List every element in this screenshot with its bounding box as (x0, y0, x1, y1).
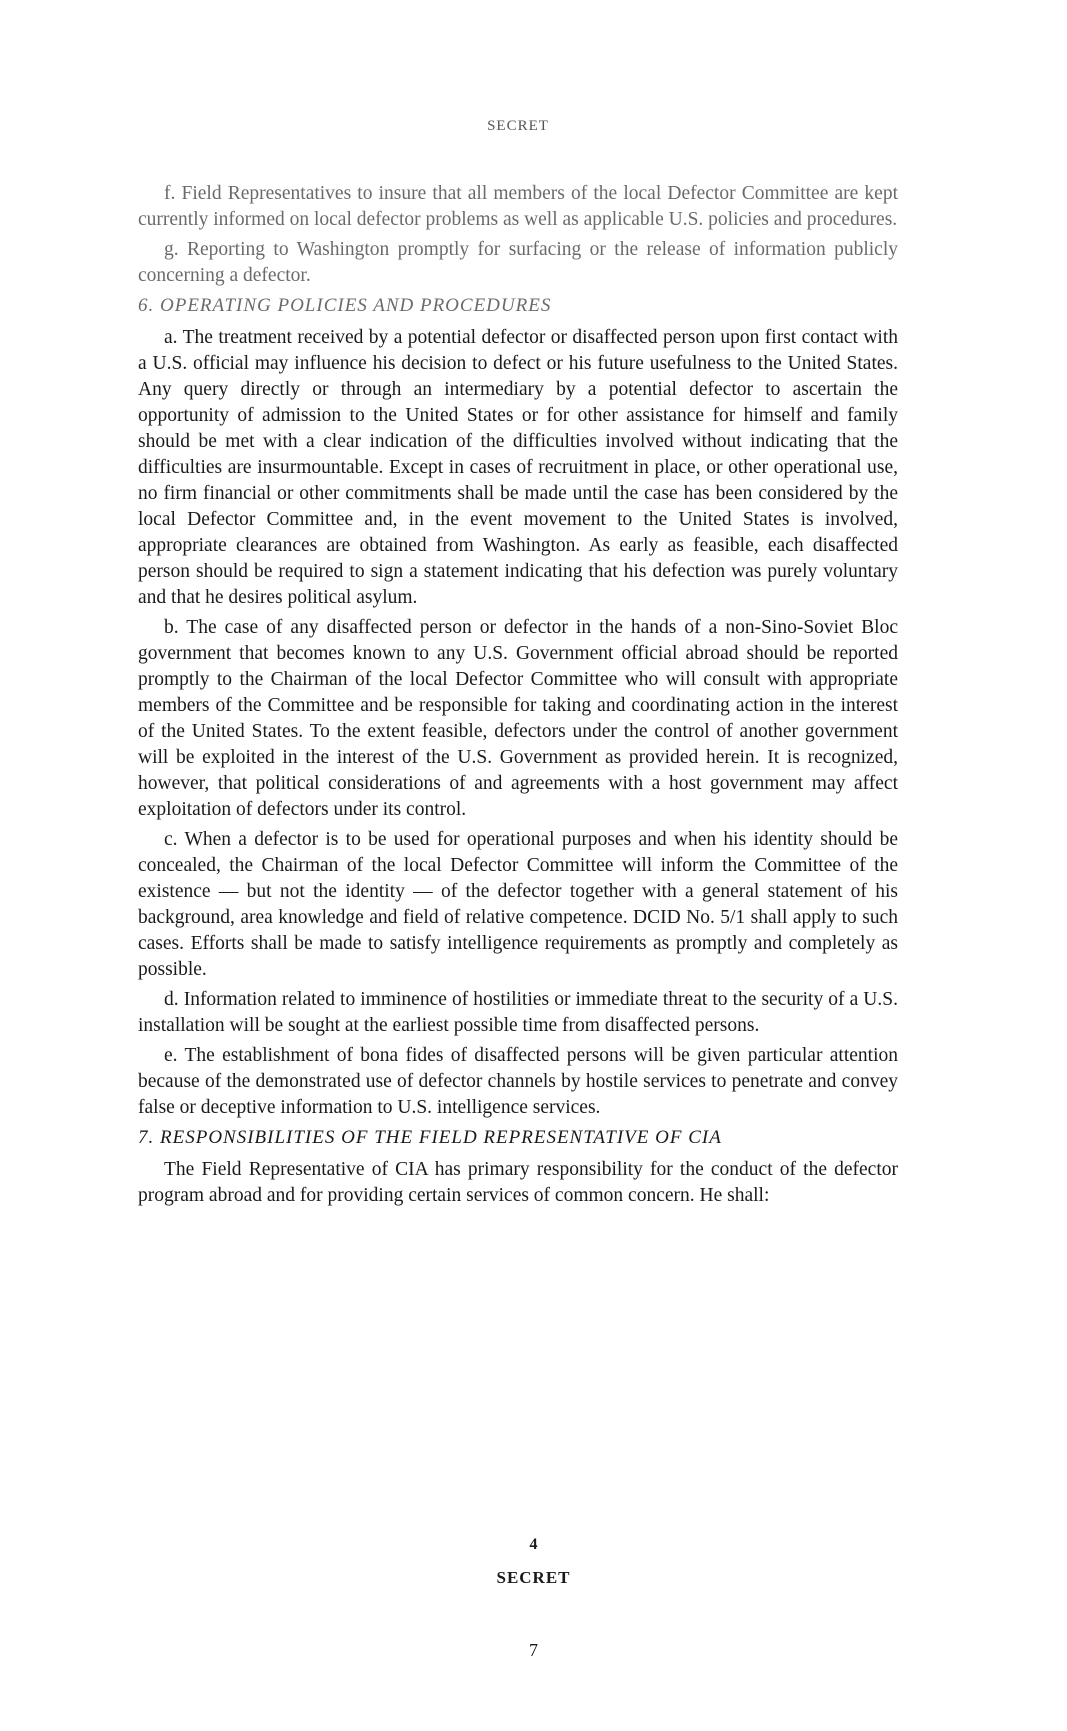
paragraph-f: f. Field Representatives to insure that all members of the local Defector Committee are kept currently informed on local defector problems as well as applicable U.S. policies and procedures. (138, 183, 898, 230)
paragraph-6e: e. The establishment of bona fides of disaffected persons will be given particular attention because of the demonstrated use of defector channels by hostile services to penetrate and convey false or deceptive information to U.S. intelligence services. (138, 1045, 898, 1118)
page-number: 4 (529, 1536, 538, 1553)
footer-classification: SECRET (496, 1568, 571, 1587)
section-6-heading: 6. OPERATING POLICIES AND PROCEDURES (138, 295, 552, 316)
paragraph-6a: a. The treatment received by a potential defector or disaffected person upon first contact with a U.S. official may influence his decision to defect or his future usefulness to the United States. Any query directly or through an intermediary by a potential defector to ascertain the opportunity of admission to the United States or for other assistance for himself and family should be met with a clear indication of the difficulties involved without indicating that the difficulties are insurmountable. Except in cases of recruitment in place, or other operational use, no firm financial or other commitments shall be made until the case has been considered by the local Defector Committee and, in the event movement to the United States is involved, appropriate clearances are obtained from Washington. As early as feasible, each disaffected person should be required to sign a statement indicating that his defection was purely voluntary and that he desires political asylum. (138, 327, 898, 608)
paragraph-6d: d. Information related to imminence of hostilities or immediate threat to the security of a U.S. installation will be sought at the earliest possible time from disaffected persons. (138, 989, 898, 1036)
paragraph-g: g. Reporting to Washington promptly for surfacing or the release of information publicly concerning a defector. (138, 239, 898, 286)
paragraph-6b: b. The case of any disaffected person or defector in the hands of a non-Sino-Soviet Bloc government that becomes known to any U.S. Government official abroad should be reported promptly to the Chairman of the local Defector Committee who will consult with appropriate members of the Committee and be responsible for taking and coordinating action in the interest of the United States. To the extent feasible, defectors under the control of another government will be exploited in the interest of the U.S. Government as provided herein. It is recognized, however, that political considerations of and agreements with a host government may affect exploitation of defectors under its control. (138, 617, 898, 820)
paragraph-7: The Field Representative of CIA has primary responsibility for the conduct of the defector program abroad and for providing certain services of common concern. He shall: (138, 1159, 898, 1206)
header-classification: SECRET (487, 118, 549, 134)
sheet-number: 7 (529, 1640, 538, 1660)
document-page (138, 118, 898, 1209)
section-7-heading: 7. RESPONSIBILITIES OF THE FIELD REPRESENTATIVE OF CIA (138, 1127, 722, 1148)
paragraph-6c: c. When a defector is to be used for operational purposes and when his identity should be concealed, the Chairman of the local Defector Committee will inform the Committee of the existence — but not the identity — of the defector together with a general statement of his background, area knowledge and field of relative competence. DCID No. 5/1 shall apply to such cases. Efforts shall be made to satisfy intelligence requirements as promptly and completely as possible. (138, 829, 898, 980)
